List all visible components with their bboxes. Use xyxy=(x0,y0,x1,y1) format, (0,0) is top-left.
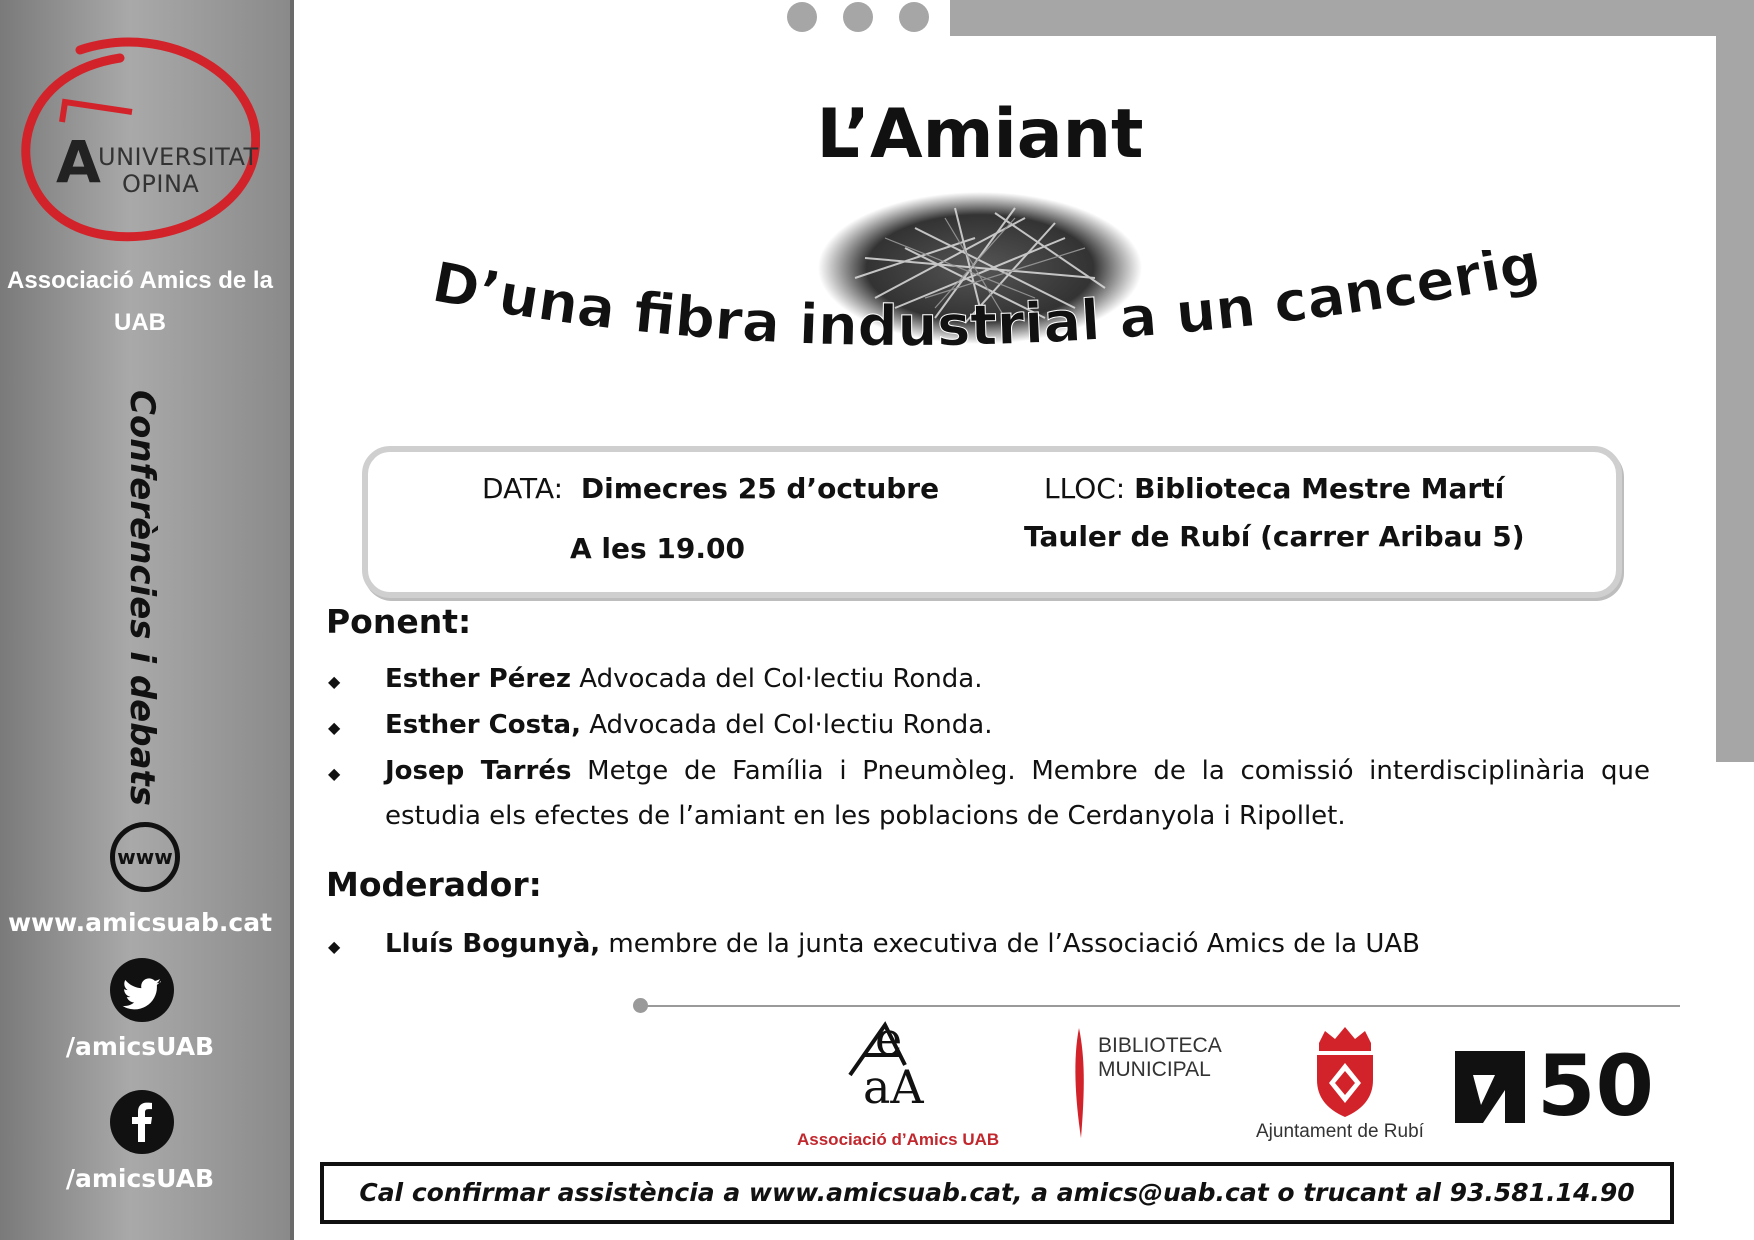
speakers-heading: Ponent: xyxy=(326,602,472,641)
footer-divider xyxy=(640,1005,1680,1007)
series-title xyxy=(120,390,170,807)
association-name-line1: Associació Amics de la xyxy=(7,267,273,294)
association-name xyxy=(0,260,280,344)
place-label: LLOC: xyxy=(1044,472,1126,505)
moderator-desc: membre de la junta executiva de l’Associació Amics de la UAB xyxy=(600,929,1421,959)
uab-50-logo xyxy=(1455,1037,1665,1135)
bullet-icon: ◆ xyxy=(328,764,341,783)
biblioteca-red-mark xyxy=(1071,1028,1091,1138)
amics-uab-logo xyxy=(840,1015,1020,1115)
speaker-desc-3: Metge de Família i Pneumòleg. Membre de la comissió interdisciplinària que estudia els efectes de l’amiant en les poblacions de Cerdanyola i Ripollet. xyxy=(385,756,1650,831)
biblioteca-line1: BIBLIOTECA xyxy=(1098,1034,1222,1057)
ajuntament-caption: Ajuntament de Rubí xyxy=(1256,1121,1424,1142)
twitter-icon[interactable] xyxy=(110,958,174,1022)
logo-line-opina: OPINA xyxy=(122,170,200,198)
time-value: A les 19.00 xyxy=(570,532,745,565)
amics-uab-monogram xyxy=(845,1015,955,1115)
facebook-handle[interactable]: /amicsUAB xyxy=(65,1164,215,1193)
speaker-item-1 xyxy=(385,664,983,694)
uab-a-mark xyxy=(1455,1045,1525,1123)
logo-line-universitat: UNIVERSITAT xyxy=(98,143,259,171)
event-info-box xyxy=(362,446,1622,598)
speaker-item-2 xyxy=(385,710,992,740)
biblioteca-line2: MUNICIPAL xyxy=(1098,1058,1211,1081)
universitat-opina-logo xyxy=(20,30,260,250)
website-link[interactable]: www.amicsuab.cat xyxy=(7,908,273,937)
place-address: Tauler de Rubí (carrer Aribau 5) xyxy=(1024,520,1525,553)
bullet-icon: ◆ xyxy=(328,937,341,956)
ajuntament-rubi-logo xyxy=(1305,1025,1385,1120)
bullet-icon: ◆ xyxy=(328,672,341,691)
rubi-coat-of-arms xyxy=(1305,1025,1385,1120)
biblioteca-logo xyxy=(1068,1028,1222,1138)
rsvp-box xyxy=(320,1162,1674,1224)
right-accent-bar xyxy=(1716,36,1754,762)
subtitle-text: D’una fibra industrial a un cancerig xyxy=(427,250,1545,360)
amics-uab-caption: Associació d’Amics UAB xyxy=(797,1130,1000,1149)
speaker-name-1: Esther Pérez xyxy=(385,664,571,694)
place-line2 xyxy=(1024,520,1525,553)
sidebar xyxy=(0,0,294,1240)
moderator-name: Lluís Bogunyà, xyxy=(385,929,601,959)
decor-dot-3 xyxy=(899,2,929,32)
time-line xyxy=(570,532,745,565)
svg-text:e: e xyxy=(875,1015,903,1066)
moderator-heading: Moderador: xyxy=(326,865,542,904)
speaker-item-3 xyxy=(385,749,1650,839)
series-title-text: Conferències i debats xyxy=(122,390,162,807)
facebook-f-glyph xyxy=(110,1090,174,1154)
speaker-desc-2: Advocada del Col·lectiu Ronda. xyxy=(580,710,993,740)
uab-50-number: 50 xyxy=(1537,1037,1654,1135)
place-line xyxy=(1044,472,1504,505)
place-value: Biblioteca Mestre Martí xyxy=(1134,472,1505,505)
subtitle-arc xyxy=(410,250,1560,420)
date-label: DATA: xyxy=(482,472,564,505)
speaker-name-2: Esther Costa, xyxy=(385,710,581,740)
speaker-desc-1: Advocada del Col·lectiu Ronda. xyxy=(570,664,983,694)
decor-dot-2 xyxy=(843,2,873,32)
moderator-item xyxy=(385,929,1420,959)
date-line xyxy=(482,472,939,505)
bullet-icon: ◆ xyxy=(328,718,341,737)
svg-text:aA: aA xyxy=(863,1060,924,1114)
association-name-line2: UAB xyxy=(114,309,166,336)
twitter-handle[interactable]: /amicsUAB xyxy=(65,1032,215,1061)
top-accent-bar xyxy=(950,0,1754,36)
logo-letter: A xyxy=(56,128,102,196)
rsvp-text: Cal confirmar assistència a www.amicsuab.cat, a amics@uab.cat o trucant al 93.581.14.90 xyxy=(359,1178,1635,1207)
decor-dot-1 xyxy=(787,2,817,32)
facebook-icon[interactable] xyxy=(110,1090,174,1154)
page-title: L’Amiant xyxy=(816,95,1144,174)
www-icon-label: www xyxy=(117,845,173,869)
date-value: Dimecres 25 d’octubre xyxy=(580,472,940,505)
speaker-name-3: Josep Tarrés xyxy=(385,756,572,786)
twitter-bird-glyph xyxy=(110,958,174,1022)
www-icon[interactable] xyxy=(110,822,180,892)
